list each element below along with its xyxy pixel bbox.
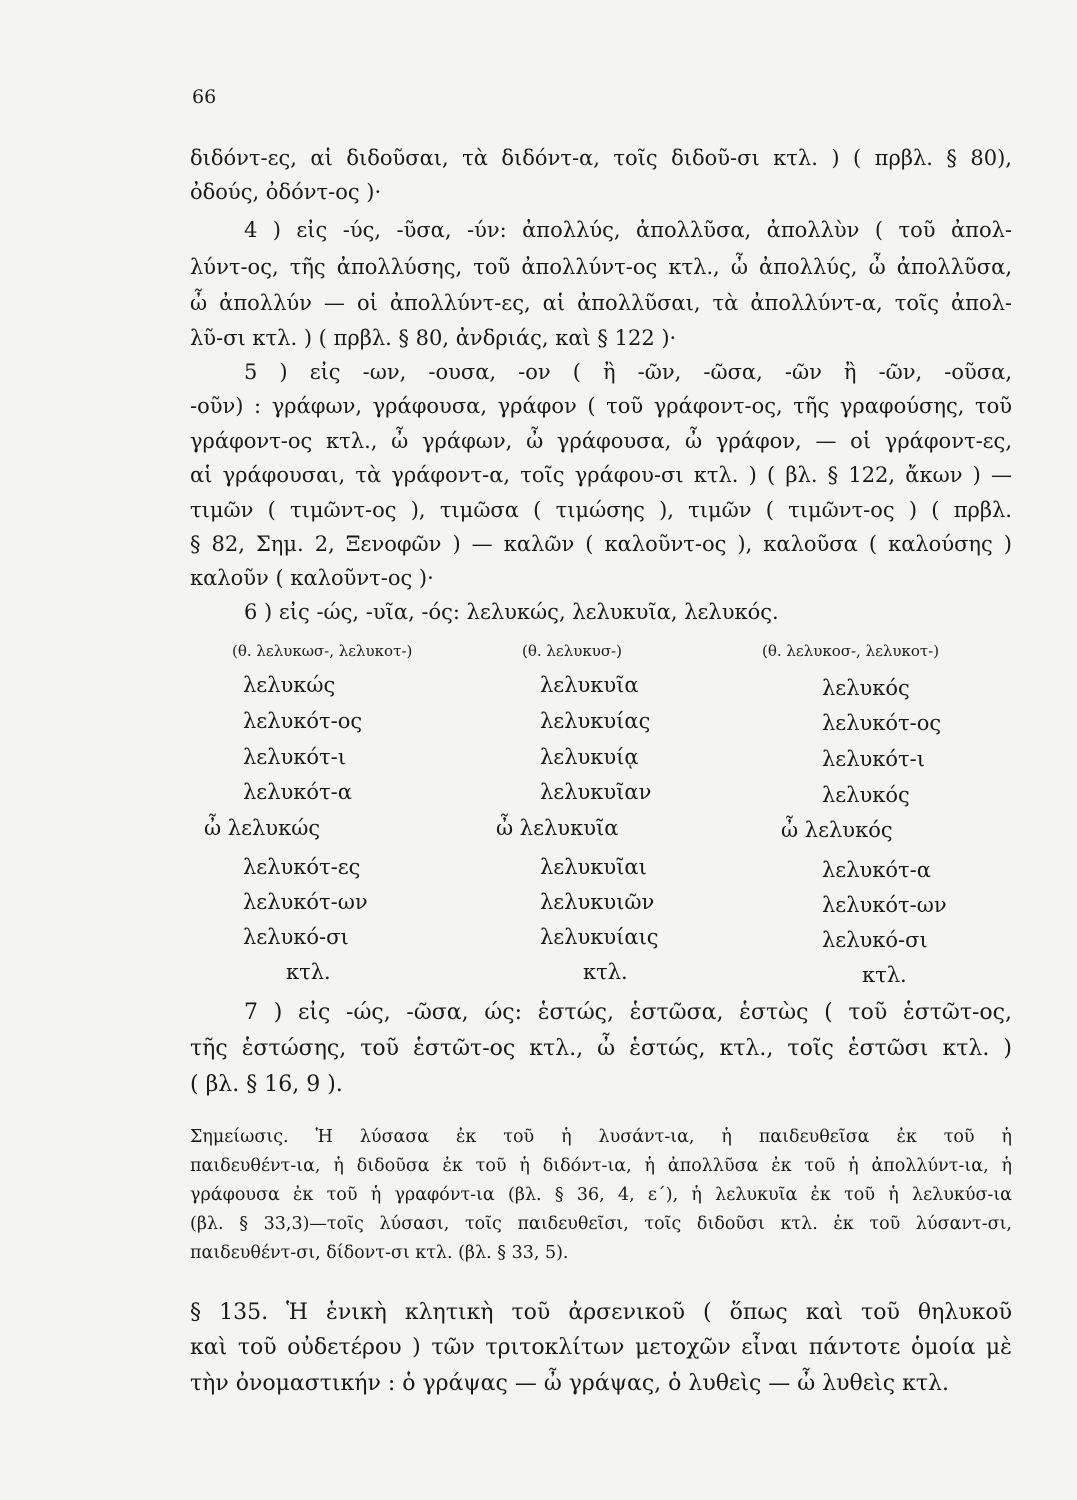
- paradigm-form: ὦ λελυκυῖα: [496, 816, 619, 840]
- note-line: Σημείωσις. Ἡ λύσασα ἐκ τοῦ ἡ λυσάντ-ια, ἡ παιδευθεῖσα ἐκ τοῦ ἡ: [190, 1127, 1012, 1147]
- section-135-line: τὴν ὀνομαστικήν : ὁ γράψας — ὦ γράψας, ὁ λυθεὶς — ὦ λυθεὶς κτλ.: [190, 1371, 949, 1396]
- text-line: τιμῶν ( τιμῶντ-ος ), τιμῶσα ( τιμώσης ), τιμῶν ( τιμῶντ-ος ) ( πρβλ.: [190, 498, 1012, 522]
- text-line: καλοῦν ( καλοῦντ-ος )·: [190, 566, 434, 590]
- paradigm-form: λελυκυῖαι: [540, 855, 647, 879]
- column-header: (θ. λελυκυσ-): [522, 642, 622, 660]
- paradigm-form: λελυκυιῶν: [540, 890, 655, 914]
- text-line: αἱ γράφουσαι, τὰ γράφοντ-α, τοῖς γράφου-σι κτλ. ) ( βλ. § 122, ἄκων ) —: [190, 463, 1012, 487]
- section-135-line: καὶ τοῦ οὐδετέρου ) τῶν τριτοκλίτων μετοχῶν εἶναι πάντοτε ὁμοία μὲ: [190, 1335, 1012, 1360]
- paradigm-form: λελυκότ-ι: [822, 747, 925, 771]
- note-line: γράφουσα ἐκ τοῦ ἡ γραφόντ-ια (βλ. § 36, 4, ε΄), ἡ λελυκυῖα ἐκ τοῦ ἡ λελυκύσ-ια: [190, 1185, 1012, 1205]
- paradigm-form: κτλ.: [583, 960, 628, 984]
- paradigm-form: λελυκός: [822, 783, 910, 807]
- text-line: γράφοντ-ος κτλ., ὦ γράφων, ὦ γράφουσα, ὦ γράφον, — οἱ γράφοντ-ες,: [190, 429, 1012, 453]
- page-number: 66: [192, 86, 217, 108]
- column-header: (θ. λελυκωσ-, λελυκοτ-): [232, 642, 413, 660]
- text-line: 4 ) εἰς -ύς, -ῦσα, -ύν: ἀπολλύς, ἀπολλῦσα, ἀπολλὺν ( τοῦ ἀπολ-: [244, 218, 1012, 242]
- paradigm-form: λελυκός: [822, 676, 910, 700]
- note-line: παιδευθέντ-ια, ἡ διδοῦσα ἐκ τοῦ ἡ διδόντ-ια, ἡ ἀπολλῦσα ἐκ τοῦ ἡ ἀπολλύντ-ια, ἡ: [190, 1156, 1012, 1176]
- text-line: ὀδούς, ὀδόντ-ος )·: [190, 180, 382, 204]
- paradigm-form: λελυκυίαις: [540, 925, 659, 949]
- note-line: (βλ. § 33,3)—τοῖς λύσασι, τοῖς παιδευθεῖσι, τοῖς διδοῦσι κτλ. ἐκ τοῦ λύσαντ-σι,: [190, 1214, 1012, 1234]
- note-line: παιδευθέντ-σι, δίδοντ-σι κτλ. (βλ. § 33, 5).: [190, 1243, 569, 1263]
- paradigm-form: λελυκυίας: [540, 709, 651, 733]
- section-135-line: § 135. Ἡ ἑνικὴ κλητικὴ τοῦ ἀρσενικοῦ ( ὅπως καὶ τοῦ θηλυκοῦ: [190, 1300, 1012, 1325]
- text-line: λύντ-ος, τῆς ἀπολλύσης, τοῦ ἀπολλύντ-ος κτλ., ὦ ἀπολλύς, ὦ ἀπολλῦσα,: [190, 255, 1012, 279]
- text-line: 6 ) εἰς -ώς, -υῖα, -ός: λελυκώς, λελυκυῖα, λελυκός.: [244, 600, 779, 624]
- column-header: (θ. λελυκοσ-, λελυκοτ-): [762, 642, 940, 660]
- paradigm-form: λελυκότ-ος: [243, 709, 363, 733]
- text-line: διδόντ-ες, αἱ διδοῦσαι, τὰ διδόντ-α, τοῖς διδοῦ-σι κτλ. ) ( πρβλ. § 80),: [190, 146, 1012, 170]
- paradigm-form: κτλ.: [862, 963, 907, 987]
- paradigm-form: λελυκότ-ι: [243, 745, 346, 769]
- paradigm-form: λελυκότ-ες: [243, 855, 361, 879]
- paradigm-form: λελυκότ-α: [243, 780, 352, 804]
- paradigm-form: κτλ.: [286, 960, 331, 984]
- paradigm-form: λελυκό-σι: [822, 928, 928, 952]
- paradigm-form: λελυκυίᾳ: [540, 745, 639, 769]
- text-line: τῆς ἑστώσης, τοῦ ἑστῶτ-ος κτλ., ὦ ἑστώς, κτλ., τοῖς ἑστῶσι κτλ. ): [190, 1036, 1012, 1061]
- paradigm-form: λελυκό-σι: [243, 925, 349, 949]
- text-line: 7 ) εἰς -ώς, -ῶσα, ώς: ἑστώς, ἑστῶσα, ἑστὼς ( τοῦ ἑστῶτ-ος,: [244, 1000, 1012, 1025]
- paradigm-form: λελυκότ-ων: [243, 890, 368, 914]
- paradigm-form: ὦ λελυκός: [781, 818, 893, 842]
- paradigm-form: λελυκότ-ος: [822, 711, 942, 735]
- text-line: λῦ-σι κτλ. ) ( πρβλ. § 80, ἀνδριάς, καὶ § 122 )·: [190, 326, 677, 350]
- text-line: 5 ) εἰς -ων, -ουσα, -ον ( ἢ -ῶν, -ῶσα, -ῶν ἢ -ῶν, -οῦσα,: [244, 360, 1012, 384]
- paradigm-form: λελυκώς: [243, 673, 336, 697]
- paradigm-form: λελυκυῖαν: [540, 780, 652, 804]
- paradigm-form: λελυκυῖα: [540, 673, 639, 697]
- text-line: § 82, Σημ. 2, Ξενοφῶν ) — καλῶν ( καλοῦντ-ος ), καλοῦσα ( καλούσης ): [190, 532, 1012, 556]
- text-line: ὦ ἀπολλύν — οἱ ἀπολλύντ-ες, αἱ ἀπολλῦσαι, τὰ ἀπολλύντ-α, τοῖς ἀπολ-: [190, 291, 1012, 315]
- paradigm-form: λελυκότ-α: [822, 858, 931, 882]
- paradigm-form: λελυκότ-ων: [822, 893, 947, 917]
- text-line: ( βλ. § 16, 9 ).: [190, 1072, 343, 1097]
- text-line: -οῦν) : γράφων, γράφουσα, γράφον ( τοῦ γράφοντ-ος, τῆς γραφούσης, τοῦ: [190, 394, 1012, 418]
- paradigm-form: ὦ λελυκώς: [204, 816, 321, 840]
